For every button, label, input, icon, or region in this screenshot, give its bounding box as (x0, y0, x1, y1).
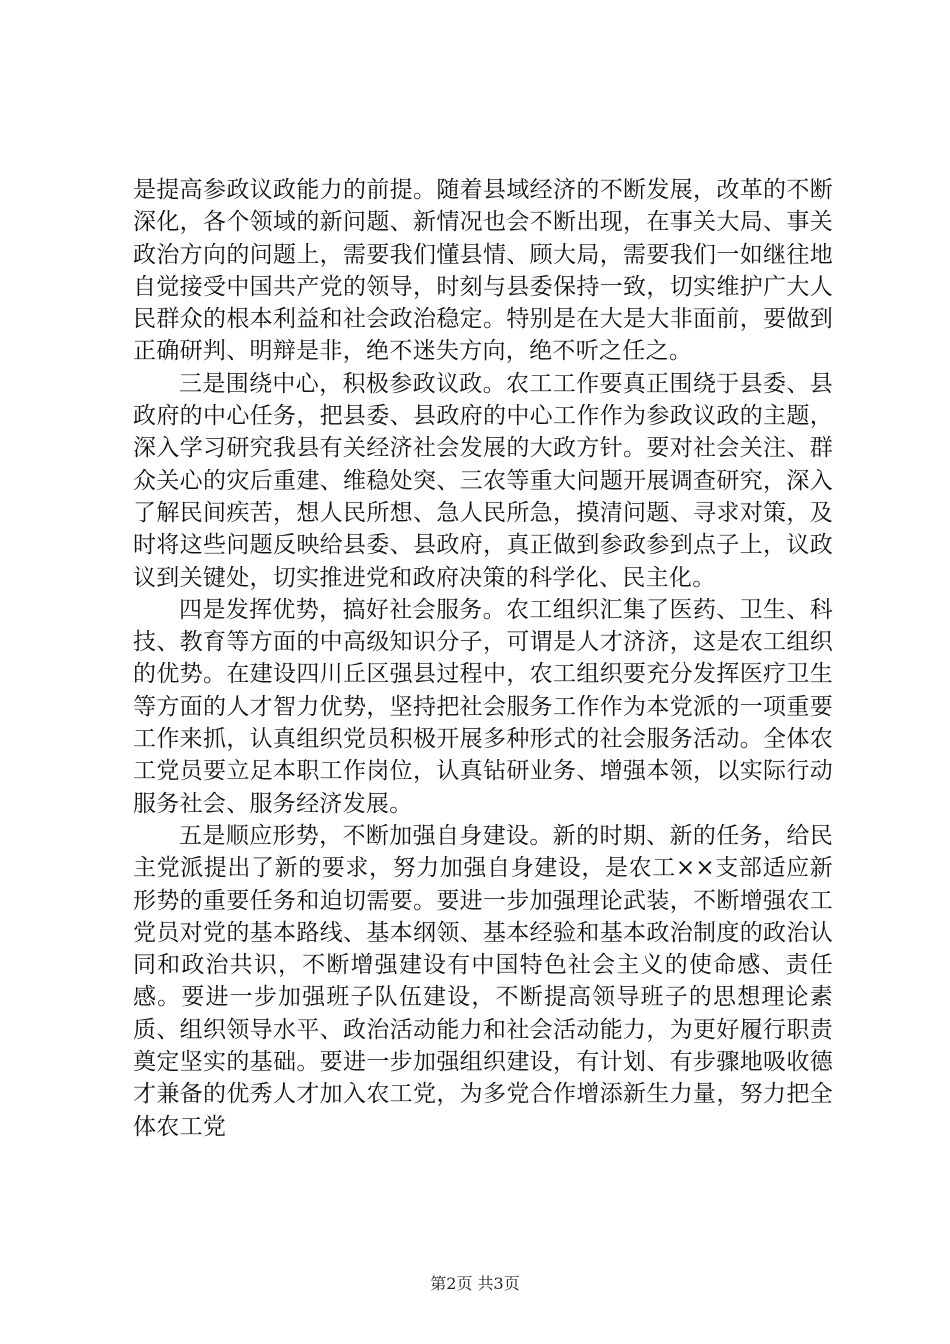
document-body (133, 174, 833, 1143)
paragraph-3: 四是发挥优势，搞好社会服务。农工组织汇集了医药、卫生、科技、教育等方面的中高级知识分子，可谓是人才济济，这是农工组织的优势。在建设四川丘区强县过程中，农工组织要充分发挥医疗卫生等方面的人才智力优势，坚持把社会服务工作作为本党派的一项重要工作来抓，认真组织党员积极开展多种形式的社会服务活动。全体农工党员要立足本职工作岗位，认真钻研业务、增强本领，以实际行动服务社会、服务经济发展。 (133, 596, 833, 817)
paragraph-4: 五是顺应形势，不断加强自身建设。新的时期、新的任务，给民主党派提出了新的要求，努力加强自身建设，是农工××支部适应新形势的重要任务和迫切需要。要进一步加强理论武装，不断增强农工党员对党的基本路线、基本纲领、基本经验和基本政治制度的政治认同和政治共识，不断增强建设有中国特色社会主义的使命感、责任感。要进一步加强班子队伍建设，不断提高领导班子的思想理论素质、组织领导水平、政治活动能力和社会活动能力，为更好履行职责奠定坚实的基础。要进一步加强组织建设，有计划、有步骤地吸收德才兼备的优秀人才加入农工党，为多党合作增添新生力量，努力把全体农工党 (133, 822, 833, 1140)
paragraph-1: 是提高参政议政能力的前提。随着县域经济的不断发展，改革的不断深化，各个领域的新问题、新情况也会不断出现，在事关大局、事关政治方向的问题上，需要我们懂县情、顾大局，需要我们一如继往地自觉接受中国共产党的领导，时刻与县委保持一致，切实维护广大人民群众的根本利益和社会政治稳定。特别是在大是大非面前，要做到正确研判、明辩是非，绝不迷失方向，绝不听之任之。 (133, 177, 833, 365)
page-footer: 第2页 共3页 (430, 1274, 520, 1293)
paragraph-2: 三是围绕中心，积极参政议政。农工工作要真正围绕于县委、县政府的中心任务，把县委、县政府的中心工作作为参政议政的主题，深入学习研究我县有关经济社会发展的大政方针。要对社会关注、群众关心的灾后重建、维稳处突、三农等重大问题开展调查研究，深入了解民间疾苦，想人民所想、急人民所急，摸清问题、寻求对策，及时将这些问题反映给县委、县政府，真正做到参政参到点子上，议政议到关键处，切实推进党和政府决策的科学化、民主化。 (133, 370, 833, 591)
